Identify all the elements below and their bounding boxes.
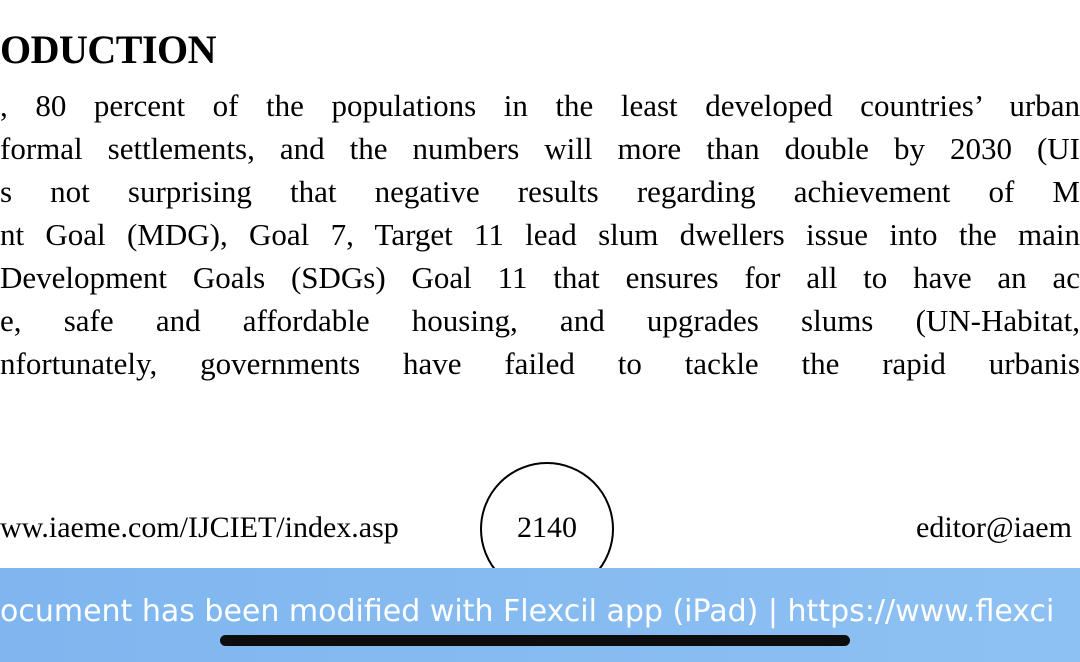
body-text-line-6: e, safe and affordable housing, and upgrades slums (UN-Habitat, [0, 303, 1080, 338]
banner-text: ocument has been modified with Flexcil app (iPad) | https://www.flexci [0, 594, 1055, 629]
body-text-line-4: nt Goal (MDG), Goal 7, Target 11 lead slum dwellers issue into the main [0, 217, 1080, 252]
body-text-line-5: Development Goals (SDGs) Goal 11 that ensures for all to have an ac [0, 260, 1080, 295]
body-text-line-7: nfortunately, governments have failed to tackle the rapid urbanis [0, 346, 1080, 381]
body-text-line-1: , 80 percent of the populations in the least developed countries’ urban [0, 88, 1080, 123]
body-text-line-2: formal settlements, and the numbers will more than double by 2030 (UI [0, 131, 1080, 166]
section-heading: ODUCTION [0, 27, 217, 72]
page-number: 2140 [517, 511, 577, 544]
modification-banner[interactable] [0, 568, 1080, 662]
home-indicator-bar[interactable] [220, 635, 850, 646]
body-text-line-3: s not surprising that negative results regarding achievement of M [0, 174, 1080, 209]
footer-email: editor@iaem [916, 511, 1072, 544]
footer-url: ww.iaeme.com/IJCIET/index.asp [0, 511, 399, 544]
